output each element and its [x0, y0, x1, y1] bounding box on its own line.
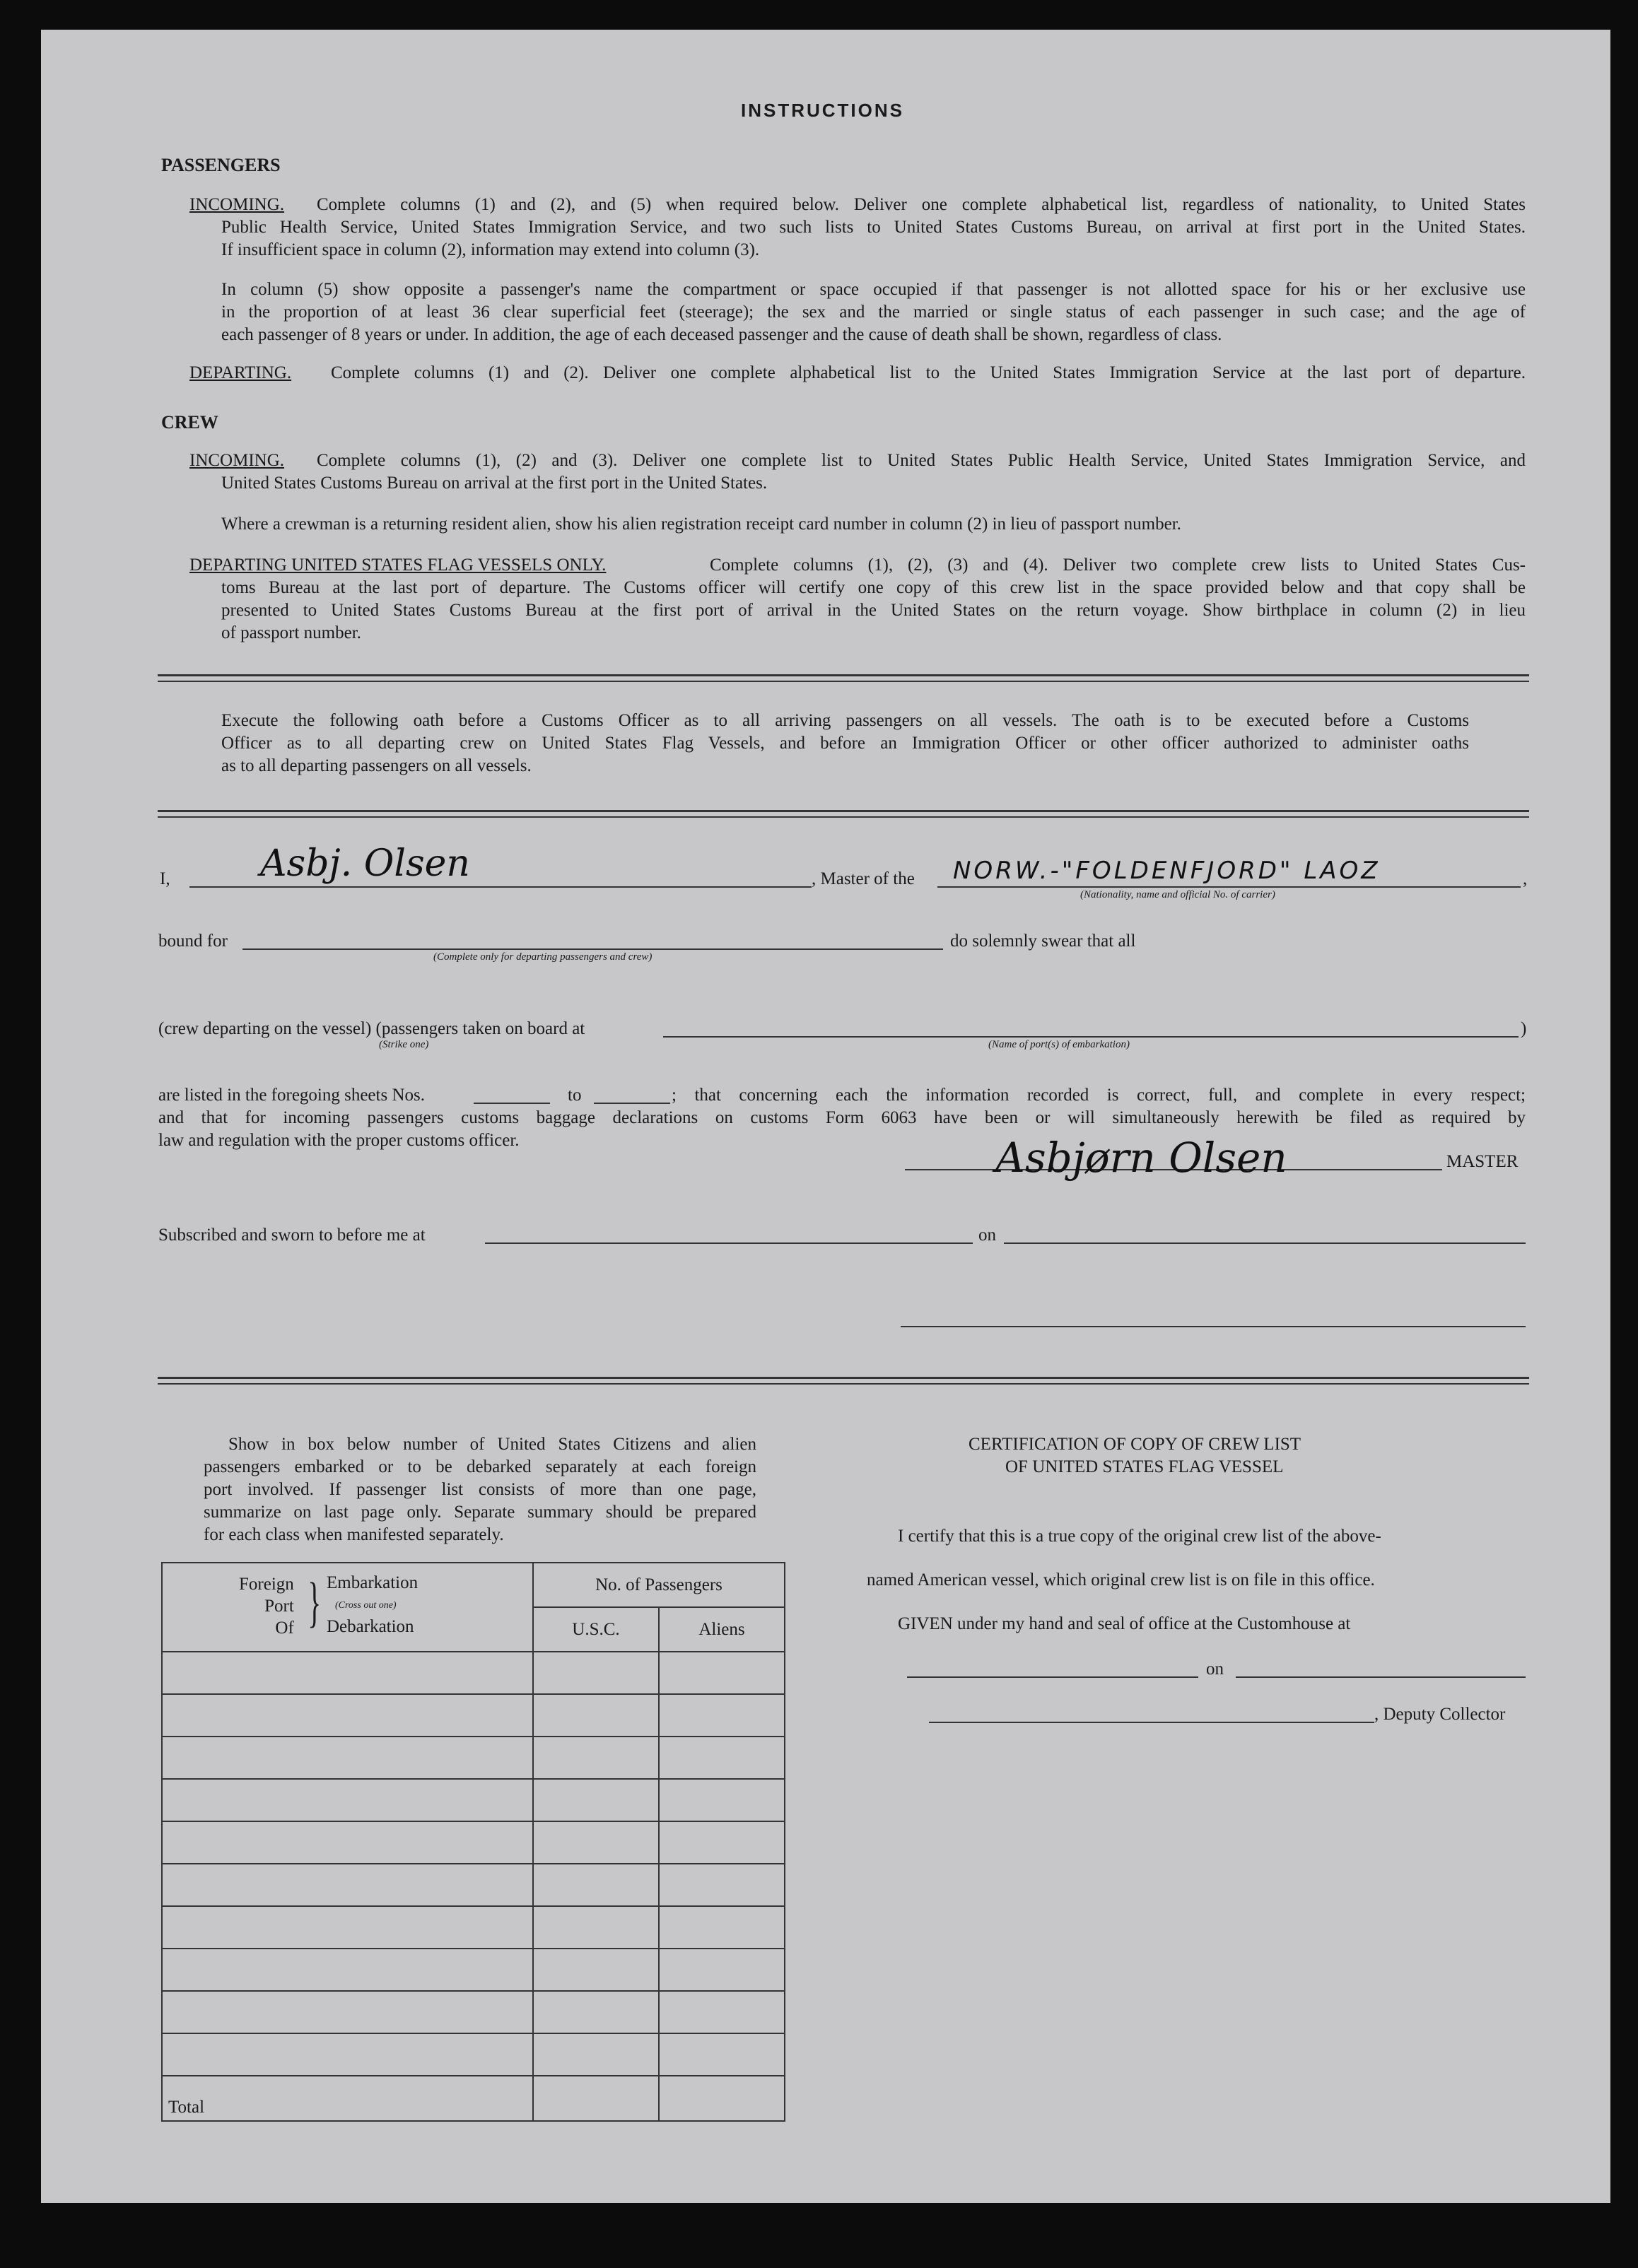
table-row[interactable]	[162, 1864, 785, 1906]
sworn-date-line[interactable]	[1004, 1242, 1526, 1244]
master-label: MASTER	[1446, 1152, 1519, 1171]
text-line: as to all departing passengers on all vessels.	[221, 756, 532, 775]
text-line: toms Bureau at the last port of departure. The Customs officer will certify one copy of this crew list in the space provided below and that copy shall be	[221, 578, 1526, 597]
text-line: Complete columns (1) and (2). Deliver one complete alphabetical list to the United States Immigration Service at the last port of departure.	[331, 363, 1526, 382]
crew-heading: CREW	[161, 412, 218, 433]
comma: ,	[1523, 869, 1528, 888]
text-line: Of	[275, 1618, 294, 1638]
text-line: for each class when manifested separately.	[204, 1525, 504, 1544]
total-label: Total	[162, 2076, 533, 2121]
passengers-incoming-text-cont	[221, 216, 1526, 262]
customs-text	[158, 1107, 1526, 1152]
oath-instructions	[221, 710, 1469, 777]
passengers-departing-text	[331, 362, 1526, 384]
table-row[interactable]	[162, 1906, 785, 1949]
swear-label: do solemnly swear that all	[943, 930, 1135, 953]
text-line: Execute the following oath before a Customs Officer as to all arriving passengers on all vessels. The oath is to be executed before a Customs	[221, 711, 1469, 730]
certification-date-line[interactable]	[1236, 1676, 1526, 1678]
bound-for-caption: (Complete only for departing passengers and crew)	[433, 951, 653, 963]
total-row[interactable]	[162, 2076, 785, 2121]
vessel-caption: (Nationality, name and official No. of carrier)	[1080, 889, 1275, 900]
embarkation-label: Embarkation	[327, 1573, 419, 1592]
text-line: Complete columns (1) and (2), and (5) when required below. Deliver one complete alphabetical list, regardless of nationality, to United States	[317, 195, 1526, 214]
certification-title-1: CERTIFICATION OF COPY OF CREW LIST	[969, 1435, 1301, 1454]
crew-departing-label: DEPARTING UNITED STATES FLAG VESSELS ONLY.	[189, 556, 607, 575]
text-line: presented to United States Customs Bureau at the first port of arrival in the United States on the return voyage. Show birthplace in column (2) in lieu	[221, 601, 1526, 620]
strike-one-caption: (Strike one)	[379, 1039, 429, 1050]
passengers-heading: PASSENGERS	[161, 155, 281, 175]
customhouse-place-line[interactable]	[907, 1676, 1198, 1678]
text-line: Foreign	[239, 1575, 294, 1594]
table-row[interactable]	[162, 1694, 785, 1737]
table-row[interactable]	[162, 1652, 785, 1694]
sworn-on-label: on	[978, 1226, 996, 1245]
close-paren: )	[1521, 1019, 1527, 1038]
crew-departing-text-cont	[221, 577, 1526, 645]
bound-for-line[interactable]	[242, 948, 978, 950]
sworn-place-line[interactable]	[485, 1242, 973, 1244]
brace: }	[308, 1571, 322, 1633]
master-name-line[interactable]	[189, 886, 812, 888]
master-signature: Asbjørn Olsen	[995, 1134, 1287, 1182]
text-line: If insufficient space in column (2), information may extend into column (3).	[221, 240, 760, 259]
sheet-to-line[interactable]	[594, 1103, 670, 1104]
text-line: Show in box below number of United States Citizens and alien	[228, 1435, 756, 1454]
aliens-header: Aliens	[659, 1607, 785, 1652]
deputy-collector-label: , Deputy Collector	[1374, 1705, 1506, 1724]
text-line: Public Health Service, United States Immigration Service, and two such lists to United States Customs Bureau, on arrival at first port in the United States.	[221, 218, 1526, 237]
table-row[interactable]	[162, 1737, 785, 1779]
bound-for-label: bound for	[158, 932, 228, 951]
listed-text: are listed in the foregoing sheets Nos.	[158, 1086, 425, 1105]
officer-signature-line[interactable]	[901, 1326, 1526, 1327]
passengers-incoming-label: INCOMING.	[189, 195, 285, 214]
foreign-port-of-label	[239, 1573, 294, 1639]
crew-incoming-text	[317, 450, 1526, 472]
vessel-handwritten: NORW.-"FOLDENFJORD" LAOZ	[953, 857, 1381, 885]
to-label: to	[568, 1086, 582, 1105]
deputy-collector-line[interactable]	[929, 1722, 1374, 1723]
subscribed-label: Subscribed and sworn to before me at	[158, 1226, 426, 1245]
sheet-from-line[interactable]	[474, 1103, 550, 1104]
usc-header: U.S.C.	[533, 1607, 659, 1652]
text-line: and that for incoming passengers customs baggage declarations on customs Form 6063 have been or will simultaneously herewith be filed as required by	[158, 1108, 1526, 1127]
crew-departing-oath-text: (crew departing on the vessel) (passengers taken on board at	[158, 1019, 585, 1038]
concerning-text	[672, 1084, 1526, 1107]
certification-on-label: on	[1206, 1659, 1224, 1679]
text-line: summarize on last page only. Separate summary should be prepared	[204, 1503, 756, 1522]
text-line: port involved. If passenger list consists of more than one page,	[204, 1480, 756, 1499]
given-line: GIVEN under my hand and seal of office at the Customhouse at	[898, 1614, 1351, 1633]
text-line: passengers embarked or to be debarked separately at each foreign	[204, 1457, 756, 1476]
cross-out-caption: (Cross out one)	[335, 1600, 397, 1611]
table-row[interactable]	[162, 1779, 785, 1821]
table-row[interactable]	[162, 1949, 785, 1991]
vessel-line[interactable]	[937, 886, 1521, 888]
table-row[interactable]	[162, 2033, 785, 2076]
certify-line-2: named American vessel, which original crew list is on file in this office.	[867, 1570, 1375, 1590]
resident-alien-text: Where a crewman is a returning resident alien, show his alien registration receipt card number in column (2) in lieu of passport number.	[221, 515, 1181, 534]
section-divider	[158, 810, 1529, 818]
text-line: In column (5) show opposite a passenger's name the compartment or space occupied if that passenger is not allotted space for his or her exclusive use	[221, 280, 1526, 299]
summary-instructions	[204, 1433, 756, 1546]
passengers-departing-label: DEPARTING.	[189, 363, 292, 382]
crew-incoming-text-cont: United States Customs Bureau on arrival at the first port in the United States.	[221, 474, 768, 493]
text-line: each passenger of 8 years or under. In addition, the age of each deceased passenger and the cause of death shall be shown, regardless of class.	[221, 325, 1222, 344]
text-line: of passport number.	[221, 623, 361, 642]
document-page	[41, 30, 1610, 2203]
page-title: INSTRUCTIONS	[741, 100, 904, 121]
certification-title-2: OF UNITED STATES FLAG VESSEL	[1005, 1457, 1284, 1476]
ports-caption: (Name of port(s) of embarkation)	[988, 1039, 1130, 1050]
text-line: Port	[264, 1597, 294, 1616]
text-line: ; that concerning each the information recorded is correct, full, and complete in every respect;	[672, 1086, 1526, 1105]
text-line: Officer as to all departing crew on United States Flag Vessels, and before an Immigration Officer or other officer authorized to administer oaths	[221, 734, 1469, 753]
section-divider	[158, 674, 1529, 682]
port-header-cell	[162, 1563, 533, 1652]
passenger-summary-table	[161, 1562, 785, 2122]
passengers-incoming-text	[317, 194, 1526, 216]
table-row[interactable]	[162, 1991, 785, 2033]
oath-i-label: I,	[160, 869, 170, 888]
text-line: law and regulation with the proper customs officer.	[158, 1131, 520, 1150]
text-line: Complete columns (1), (2), (3) and (4). Deliver two complete crew lists to United States Cus-	[710, 556, 1526, 575]
passengers-header: No. of Passengers	[533, 1563, 785, 1607]
master-name-signature: Asbj. Olsen	[260, 842, 470, 885]
debarkation-label: Debarkation	[327, 1617, 414, 1636]
master-of-label: , Master of the	[812, 869, 915, 888]
crew-departing-text	[710, 554, 1526, 577]
section-divider	[158, 1377, 1529, 1385]
table-header-row	[162, 1563, 785, 1607]
text-line: Complete columns (1), (2) and (3). Deliver one complete list to United States Public Health Service, United States Immigration Service, and	[317, 451, 1526, 470]
text-line: in the proportion of at least 36 clear superficial feet (steerage); the sex and the married or single status of each passenger in such case; and the age of	[221, 302, 1526, 322]
crew-incoming-label: INCOMING.	[189, 451, 285, 470]
column5-instructions	[221, 278, 1526, 346]
certify-line-1: I certify that this is a true copy of the original crew list of the above-	[898, 1527, 1381, 1546]
embarkation-ports-line[interactable]	[663, 1036, 1519, 1038]
table-row[interactable]	[162, 1821, 785, 1864]
